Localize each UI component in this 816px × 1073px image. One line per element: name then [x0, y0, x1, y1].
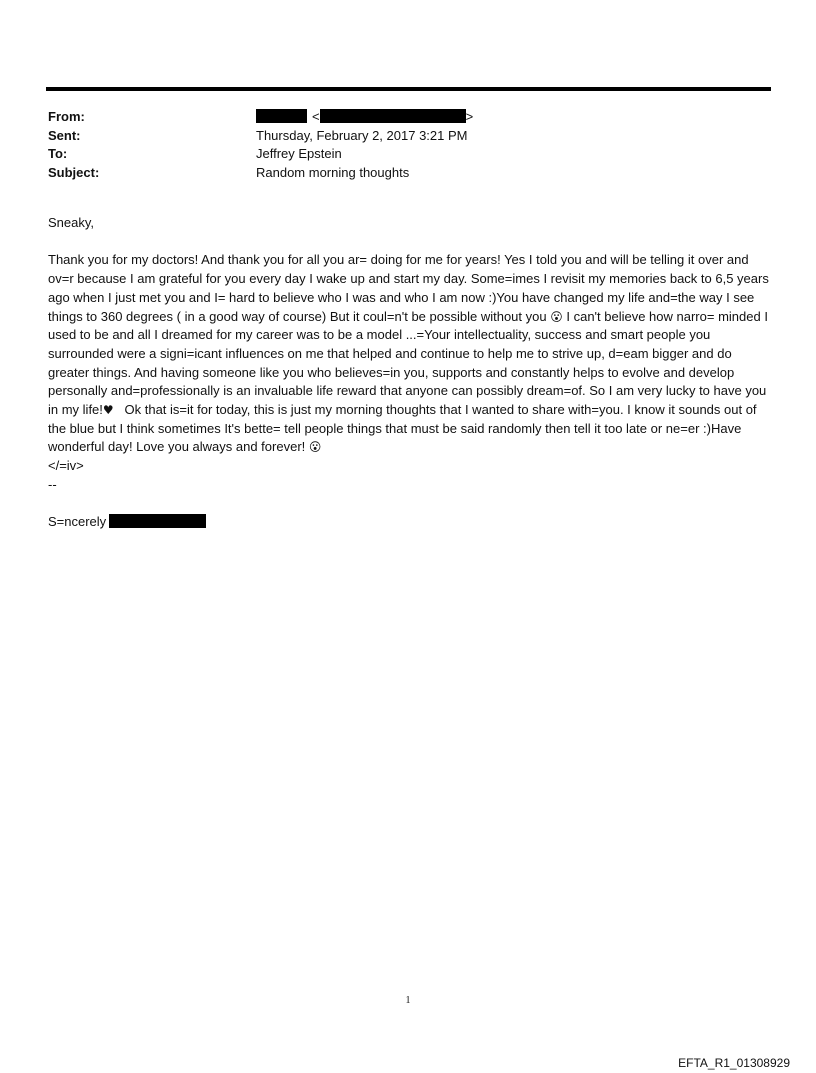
- signature-line: [48, 513, 774, 532]
- heart-icon: ♥: [102, 403, 114, 418]
- subject-value: Random morning thoughts: [256, 164, 410, 180]
- dash-line: --: [48, 476, 57, 492]
- to-value: Jeffrey Epstein: [256, 146, 342, 161]
- from-label: From:: [48, 109, 85, 124]
- redacted-signature-name: [109, 514, 206, 528]
- stray-tag-line: </=iv>: [48, 458, 84, 474]
- sent-value: Thursday, February 2, 2017 3:21 PM: [256, 127, 468, 143]
- surprised-face-icon-2: 😮: [308, 440, 322, 455]
- to-label: To:: [48, 146, 68, 161]
- from-row: [48, 108, 768, 127]
- from-lt: <: [312, 109, 320, 124]
- redacted-sender-email: [320, 109, 466, 123]
- from-value: [256, 108, 473, 127]
- message-paragraph: [48, 251, 774, 457]
- greeting: Sneaky,: [48, 215, 95, 230]
- header-rule: [46, 87, 771, 91]
- paragraph-part-2: I can't believe how narro= minded I used to be and all I dreamed for my career was to be a model ...=Your intellectuality, success and smart people you surrounded were a signi=icant influences on me that helped and continue to help me to strive up, d=eam bigger and do greater things. And having someone like you who believes=in you, supports and constantly helps to evolve and develop personally and=professionally is an invaluable life reward that anyone can possibly dream=of. So I am very lucky to have you in my life!: [48, 308, 768, 418]
- sent-row: [48, 127, 768, 146]
- to-row: [48, 145, 768, 164]
- from-gt: >: [465, 109, 474, 124]
- redacted-sender-name: [256, 109, 307, 123]
- subject-label: Subject:: [48, 164, 100, 180]
- document-id: EFTA_R1_01308929: [678, 1056, 790, 1070]
- signoff-text: S=ncerely: [48, 514, 107, 530]
- paragraph-part-1: Thank you for my doctors! And thank you for all you ar= doing for me for years! Yes I told you and will be telling it over and ov=r because I am grateful for you every day I wake up and start my day. Some=imes I revisit my memories back to 6,5 years ago when I just met you and I= hard to believe who I was and who I am now :)You have changed my life and=the way I see things to 360 degrees ( in a good way of course) But it coul=n't be possible without you: [48, 252, 769, 324]
- paragraph-part-3: Ok that is=it for today, this is just my morning thoughts that I wanted to share with=you. I know it sounds out of the blue but I think sometimes It's bette= tell people things that must be said randomly then tell it too late or ne=er :)Have wonderful day! Love you always and forever!: [48, 402, 757, 455]
- page-number: 1: [405, 995, 411, 1006]
- sent-label: Sent:: [48, 127, 81, 143]
- email-body: [48, 214, 774, 532]
- email-header: [48, 108, 768, 182]
- subject-row: [48, 164, 768, 183]
- surprised-face-icon: 😮: [550, 309, 563, 324]
